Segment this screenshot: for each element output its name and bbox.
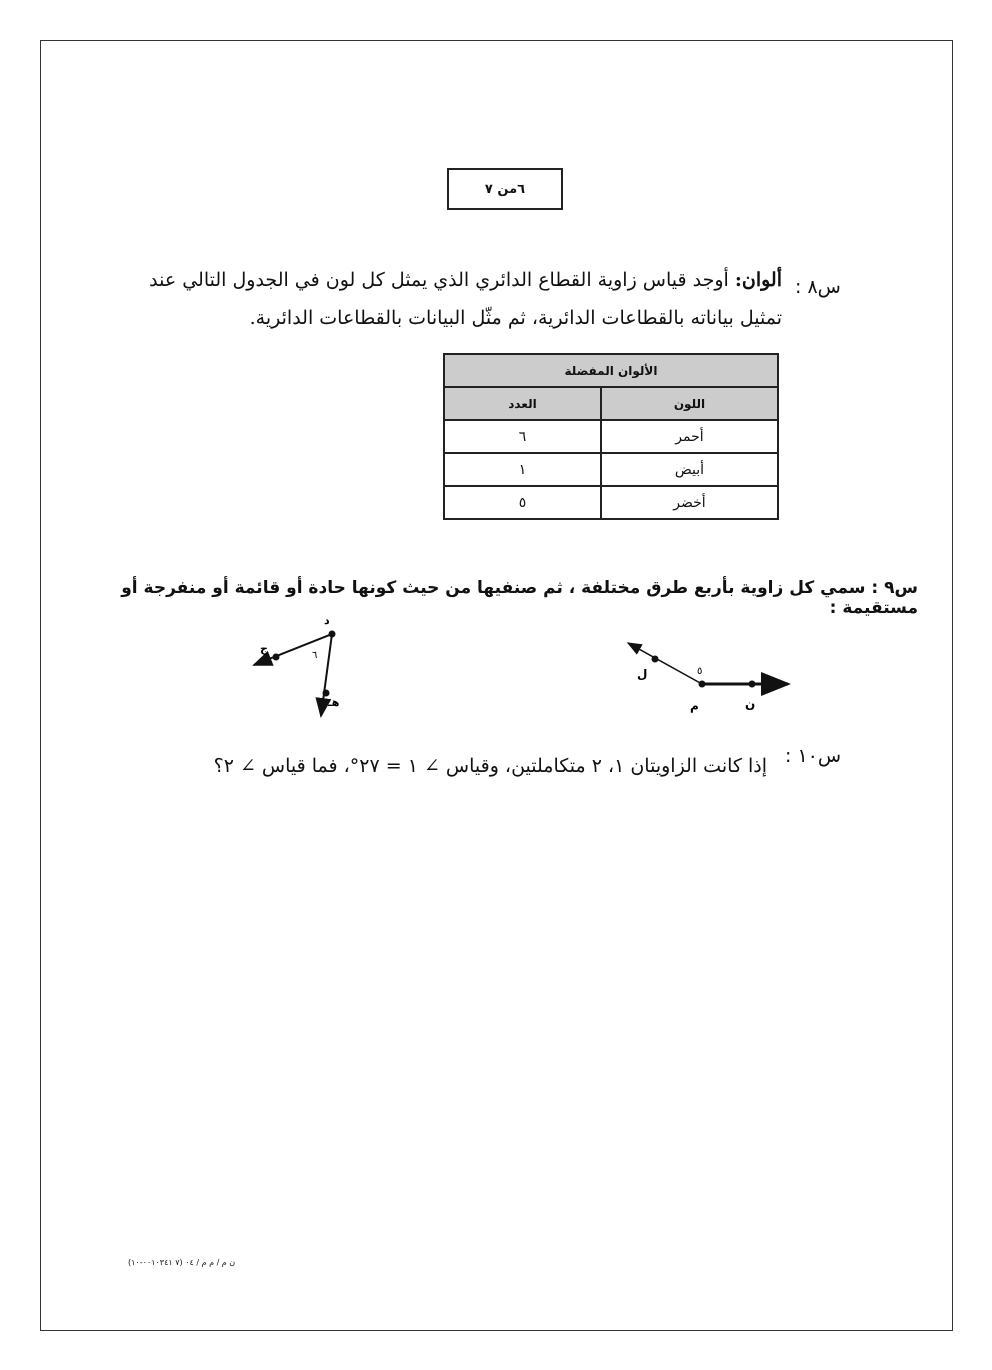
q9-number: س٩ : — [871, 578, 918, 598]
q8-text-line1: أوجد قياس زاوية القطاع الدائري الذي يمثل كل لون في الجدول التالي عند — [149, 269, 729, 291]
cell-color: أبيض — [601, 453, 778, 486]
cell-count: ٦ — [444, 420, 601, 453]
label-mim: م — [690, 699, 699, 713]
cell-color: أخضر — [601, 486, 778, 519]
angle-number: ٦ — [312, 650, 318, 661]
cell-color: أحمر — [601, 420, 778, 453]
q8-number: س٨ : — [795, 276, 841, 298]
angle-number: ٥ — [697, 666, 703, 677]
favorite-colors-table — [443, 353, 779, 520]
q8-topic: ألوان: — [734, 269, 782, 291]
label-jim: ج — [260, 642, 268, 655]
angle-figure-1 — [254, 614, 339, 716]
q10-number: س١٠ : — [785, 745, 842, 767]
page-indicator: ٦من ٧ — [447, 168, 563, 210]
table-row — [444, 420, 778, 453]
table-title: الألوان المفضلة — [444, 354, 778, 387]
q8-line1 — [82, 264, 782, 296]
angle-figure-2 — [628, 643, 788, 714]
footer-code: ن م / م م / ٠٤ (٧ ٠٠١٠٣٤١-١٠) — [128, 1258, 236, 1267]
cell-count: ١ — [444, 453, 601, 486]
label-dal: د — [324, 614, 330, 627]
label-nun: ن — [745, 697, 756, 711]
q10-text: إذا كانت الزاويتان ١، ٢ متكاملتين، وقياس ∠ ١ = ٢٧°، فما قياس ∠ ٢؟ — [213, 755, 767, 777]
header-count: العدد — [444, 387, 601, 420]
q9-text: سمي كل زاوية بأربع طرق مختلفة ، ثم صنفيها من حيث كونها حادة أو قائمة أو منفرجة أو مستقيمة : — [121, 578, 918, 618]
header-color: اللون — [601, 387, 778, 420]
table-row — [444, 486, 778, 519]
cell-count: ٥ — [444, 486, 601, 519]
q8-text-line2: تمثيل بياناته بالقطاعات الدائرية، ثم مثّل البيانات بالقطاعات الدائرية. — [249, 307, 782, 329]
table-row — [444, 453, 778, 486]
label-lam: ل — [637, 667, 648, 681]
angle-figures — [240, 610, 800, 730]
label-ha: هـ — [328, 696, 340, 709]
